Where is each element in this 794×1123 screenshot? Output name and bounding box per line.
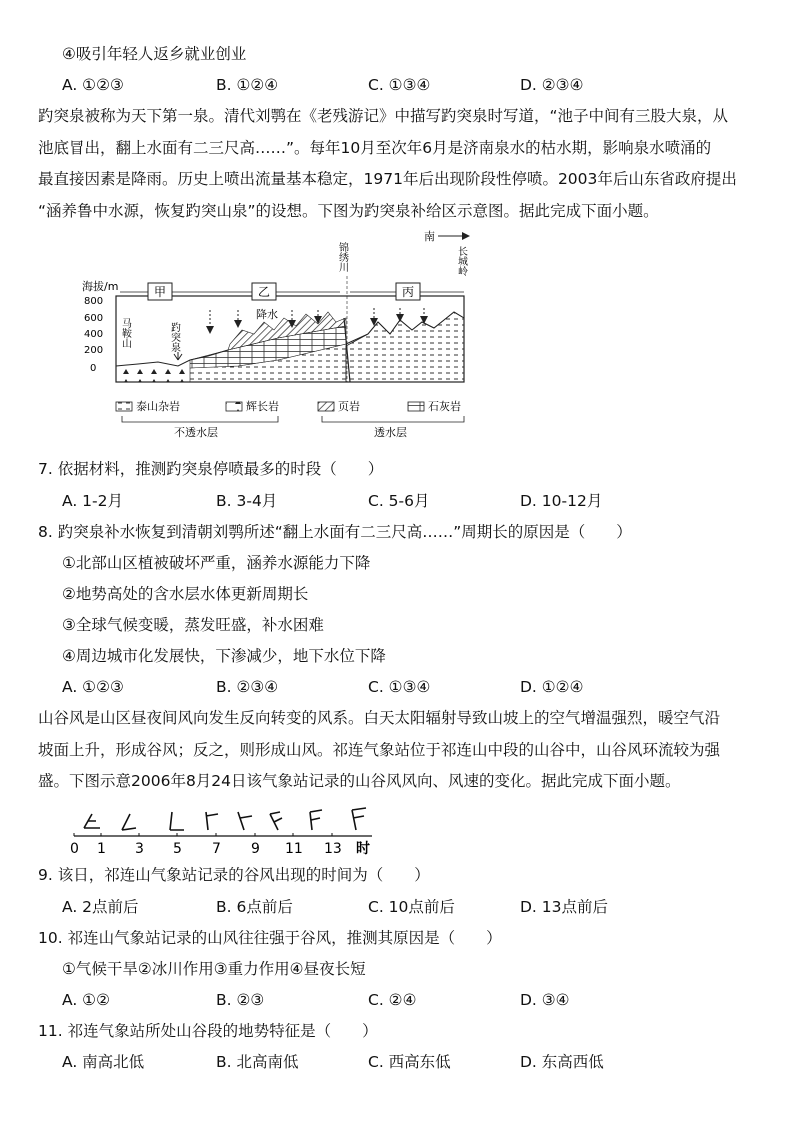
q8-item: ③全球气候变暖，蒸发旺盛，补水困难	[62, 616, 324, 634]
legend-swatch	[226, 402, 242, 411]
time-tick: 1	[97, 841, 106, 857]
zone-label: 丙	[402, 285, 415, 299]
tick-label: 800	[84, 296, 104, 307]
q8-stem: 8. 趵突泉补水恢复到清朝刘鹗所述“翻上水面有二三尺高……”周期长的原因是（ ）	[38, 523, 632, 541]
passage1-line: 趵突泉被称为天下第一泉。清代刘鹗在《老残游记》中描写趵突泉时写道，“池子中间有三股大泉，从	[38, 107, 729, 125]
q6-option-a[interactable]: A. ①②③	[62, 76, 124, 94]
q11-options	[62, 1052, 762, 1072]
q8-item: ①北部山区植被破坏严重，涵养水源能力下降	[62, 554, 371, 572]
place-jinxiuchuan: 锦绣川	[336, 242, 348, 272]
q11-stem: 11. 祁连气象站所处山谷段的地势特征是（ ）	[38, 1022, 378, 1040]
q10-option-a[interactable]: A. ①②	[62, 991, 110, 1009]
q10-option-c[interactable]: C. ②④	[368, 991, 417, 1009]
q9-option-a[interactable]: A. 2点前后	[62, 898, 139, 916]
legend-swatch	[318, 402, 334, 411]
q7-option-d[interactable]: D. 10-12月	[520, 492, 603, 510]
passage2-line: 坡面上升，形成谷风；反之，则形成山风。祁连气象站位于祁连山中段的山谷中，山谷风环流较为强	[38, 741, 721, 759]
wind-barb-icon	[310, 810, 322, 830]
q7-option-c[interactable]: C. 5-6月	[368, 492, 430, 510]
q10-options	[62, 990, 762, 1010]
place-changchengling: 长城岭	[455, 246, 467, 276]
rain-label: 降水	[256, 308, 278, 321]
passage2-line: 盛。下图示意2006年8月24日该气象站记录的山谷风风向、风速的变化。据此完成下面小题。	[38, 772, 681, 790]
q9-option-c[interactable]: C. 10点前后	[368, 898, 455, 916]
time-tick: 0	[70, 841, 79, 857]
q10-stem: 10. 祁连山气象站记录的山风往往强于谷风，推测其原因是（ ）	[38, 929, 502, 947]
wind-barb-icon	[238, 812, 252, 830]
q10-item: ①气候干旱②冰川作用③重力作用④昼夜长短	[62, 960, 366, 978]
legend-group: 透水层	[374, 426, 407, 439]
passage1-line: 最直接因素是降雨。历史上喷出流量基本稳定，1971年后出现阶段性停喷。2003年后山东省政府提出	[38, 170, 737, 188]
wind-barb-icon	[170, 812, 184, 830]
direction-label: 南	[424, 230, 435, 243]
q8-item: ②地势高处的含水层水体更新周期长	[62, 585, 309, 603]
wind-barb-icon	[122, 814, 136, 830]
wind-barb-icon	[84, 814, 100, 828]
time-tick: 5	[173, 841, 182, 857]
q11-option-c[interactable]: C. 西高东低	[368, 1053, 451, 1071]
q11-option-d[interactable]: D. 东高西低	[520, 1053, 604, 1071]
q10-option-b[interactable]: B. ②③	[216, 991, 265, 1009]
place-baotuquan: 趵突泉	[168, 322, 180, 352]
legend-label: 辉长岩	[246, 400, 279, 413]
time-tick: 13	[324, 841, 342, 857]
legend-swatch	[408, 402, 424, 411]
tick-label: 600	[84, 313, 104, 324]
q8-option-d[interactable]: D. ①②④	[520, 678, 584, 696]
time-tick: 9	[251, 841, 260, 857]
q9-stem: 9. 该日，祁连山气象站记录的谷风出现的时间为（ ）	[38, 866, 430, 884]
legend-group: 不透水层	[174, 426, 218, 439]
legend-label: 泰山杂岩	[136, 400, 180, 413]
q6-options	[62, 75, 762, 95]
legend-swatch	[116, 402, 132, 411]
zone-label: 甲	[154, 285, 167, 299]
axis-label: 海拔/m	[82, 280, 119, 293]
q10-option-d[interactable]: D. ③④	[520, 991, 570, 1009]
time-tick: 3	[135, 841, 144, 857]
passage1-line: “涵养鲁中水源，恢复趵突山泉”的设想。下图为趵突泉补给区示意图。据此完成下面小题。	[38, 202, 659, 220]
wind-barb-timeline	[66, 800, 396, 862]
zone-label: 乙	[258, 285, 271, 299]
legend-label: 石灰岩	[428, 400, 461, 413]
legend-label: 页岩	[338, 400, 360, 413]
time-tick: 7	[212, 841, 221, 857]
wind-barb-icon	[352, 808, 366, 830]
q11-option-a[interactable]: A. 南高北低	[62, 1053, 145, 1071]
time-unit: 时	[356, 841, 370, 857]
q6-option-c[interactable]: C. ①③④	[368, 76, 431, 94]
gabbro-layer	[116, 364, 190, 382]
q11-option-b[interactable]: B. 北高南低	[216, 1053, 299, 1071]
q8-option-c[interactable]: C. ①③④	[368, 678, 431, 696]
q9-option-d[interactable]: D. 13点前后	[520, 898, 609, 916]
q6-option-b[interactable]: B. ①②④	[216, 76, 279, 94]
q7-option-b[interactable]: B. 3-4月	[216, 492, 278, 510]
place-maanshan: 马鞍山	[119, 318, 131, 348]
q7-option-a[interactable]: A. 1-2月	[62, 492, 124, 510]
q8-options	[62, 677, 762, 697]
tick-label: 0	[90, 363, 97, 374]
q7-stem: 7. 依据材料，推测趵突泉停喷最多的时段（ ）	[38, 460, 384, 478]
spring-recharge-diagram	[78, 226, 478, 440]
tick-label: 400	[84, 329, 104, 340]
q9-option-b[interactable]: B. 6点前后	[216, 898, 293, 916]
q9-options	[62, 897, 762, 917]
passage1-line: 池底冒出，翻上水面有二三尺高……”。每年10月至次年6月是济南泉水的枯水期，影响泉水喷涌的	[38, 139, 712, 157]
q6-option-d[interactable]: D. ②③④	[520, 76, 584, 94]
q7-options	[62, 491, 762, 511]
q6-item-4: ④吸引年轻人返乡就业创业	[62, 45, 247, 63]
time-tick: 11	[285, 841, 303, 857]
q8-option-a[interactable]: A. ①②③	[62, 678, 124, 696]
taishan-complex-layer	[346, 312, 464, 382]
spring-icon	[174, 352, 182, 360]
wind-barb-icon	[270, 812, 282, 830]
passage2-line: 山谷风是山区昼夜间风向发生反向转变的风系。白天太阳辐射导致山坡上的空气增温强烈，暖空气沿	[38, 709, 721, 727]
q8-item: ④周边城市化发展快，下渗减少，地下水位下降	[62, 647, 386, 665]
q8-option-b[interactable]: B. ②③④	[216, 678, 279, 696]
tick-label: 200	[84, 345, 104, 356]
wind-barb-icon	[206, 812, 218, 830]
